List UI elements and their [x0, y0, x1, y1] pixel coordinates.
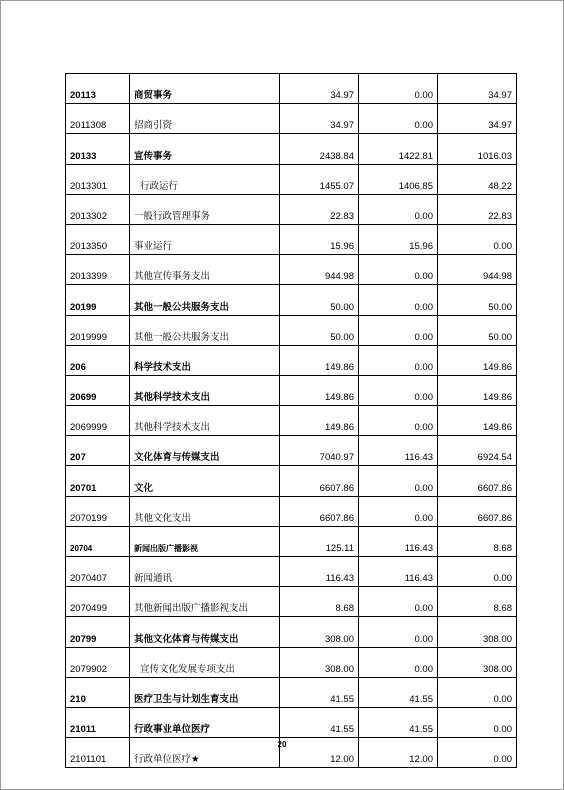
row-total: 12.00 [280, 738, 359, 768]
row-basic: 41.55 [359, 707, 438, 737]
table-row [66, 587, 517, 617]
row-basic: 0.00 [359, 315, 438, 345]
table-row [66, 194, 517, 224]
table-row [66, 707, 517, 737]
row-total: 7040.97 [280, 436, 359, 466]
row-project: 1016.03 [438, 134, 517, 164]
row-code: 2013399 [66, 255, 130, 285]
row-name: 行政运行 [130, 164, 280, 194]
row-name: 宣传文化发展专项支出 [130, 647, 280, 677]
table-row [66, 496, 517, 526]
table-row [66, 375, 517, 405]
table-row [66, 617, 517, 647]
row-total: 41.55 [280, 677, 359, 707]
row-basic: 0.00 [359, 345, 438, 375]
row-code: 2101101 [66, 738, 130, 768]
row-code: 2079902 [66, 647, 130, 677]
row-code: 20113 [66, 74, 130, 104]
budget-table [65, 73, 517, 768]
row-project: 944.98 [438, 255, 517, 285]
row-project: 308.00 [438, 617, 517, 647]
row-total: 34.97 [280, 104, 359, 134]
row-code: 20799 [66, 617, 130, 647]
table-row [66, 164, 517, 194]
row-project: 8.68 [438, 587, 517, 617]
row-project: 149.86 [438, 375, 517, 405]
row-project: 34.97 [438, 104, 517, 134]
table-row [66, 74, 517, 104]
table-row [66, 647, 517, 677]
row-total: 149.86 [280, 345, 359, 375]
row-basic: 0.00 [359, 617, 438, 647]
row-name: 其他宣传事务支出 [130, 255, 280, 285]
row-basic: 1406.85 [359, 164, 438, 194]
row-code: 2070499 [66, 587, 130, 617]
row-name: 宣传事务 [130, 134, 280, 164]
row-basic: 0.00 [359, 647, 438, 677]
row-project: 0.00 [438, 557, 517, 587]
table-row [66, 677, 517, 707]
row-basic: 0.00 [359, 375, 438, 405]
row-project: 22.83 [438, 194, 517, 224]
row-project: 48.22 [438, 164, 517, 194]
row-name: 商贸事务 [130, 74, 280, 104]
table-row [66, 526, 517, 556]
row-basic: 0.00 [359, 104, 438, 134]
row-total: 308.00 [280, 617, 359, 647]
row-code: 20701 [66, 466, 130, 496]
row-basic: 0.00 [359, 285, 438, 315]
table-row [66, 285, 517, 315]
row-name: 事业运行 [130, 224, 280, 254]
row-name: 文化体育与传媒支出 [130, 436, 280, 466]
row-project: 34.97 [438, 74, 517, 104]
row-total: 50.00 [280, 285, 359, 315]
row-name: 行政单位医疗★ [130, 738, 280, 768]
row-code: 2011308 [66, 104, 130, 134]
row-name: 科学技术支出 [130, 345, 280, 375]
row-basic: 116.43 [359, 557, 438, 587]
row-basic: 0.00 [359, 194, 438, 224]
table-row [66, 255, 517, 285]
row-basic: 1422.81 [359, 134, 438, 164]
row-name: 新闻通讯 [130, 557, 280, 587]
row-basic: 12.00 [359, 738, 438, 768]
page-number: 20 [277, 740, 287, 749]
row-code: 2013301 [66, 164, 130, 194]
row-project: 0.00 [438, 707, 517, 737]
row-total: 1455.07 [280, 164, 359, 194]
row-code: 20699 [66, 375, 130, 405]
row-project: 0.00 [438, 677, 517, 707]
table-row [66, 466, 517, 496]
row-name: 其他科学技术支出 [130, 375, 280, 405]
row-total: 149.86 [280, 406, 359, 436]
table-row [66, 345, 517, 375]
row-code: 20199 [66, 285, 130, 315]
row-total: 15.96 [280, 224, 359, 254]
row-total: 116.43 [280, 557, 359, 587]
row-total: 6607.86 [280, 466, 359, 496]
row-code: 210 [66, 677, 130, 707]
row-name: 其他一般公共服务支出 [130, 285, 280, 315]
row-basic: 0.00 [359, 466, 438, 496]
table-row [66, 315, 517, 345]
row-basic: 0.00 [359, 406, 438, 436]
row-code: 2019999 [66, 315, 130, 345]
row-basic: 116.43 [359, 436, 438, 466]
row-total: 50.00 [280, 315, 359, 345]
row-code: 2069999 [66, 406, 130, 436]
row-name: 文化 [130, 466, 280, 496]
row-project: 0.00 [438, 738, 517, 768]
row-code: 2070199 [66, 496, 130, 526]
row-total: 22.83 [280, 194, 359, 224]
row-basic: 0.00 [359, 587, 438, 617]
row-project: 6924.54 [438, 436, 517, 466]
row-name: 其他文化支出 [130, 496, 280, 526]
row-basic: 0.00 [359, 496, 438, 526]
row-code: 2013302 [66, 194, 130, 224]
row-basic: 15.96 [359, 224, 438, 254]
row-project: 50.00 [438, 285, 517, 315]
row-total: 944.98 [280, 255, 359, 285]
row-name: 其他文化体育与传媒支出 [130, 617, 280, 647]
row-total: 2438.84 [280, 134, 359, 164]
table-row [66, 406, 517, 436]
row-name: 一般行政管理事务 [130, 194, 280, 224]
row-project: 50.00 [438, 315, 517, 345]
row-name: 医疗卫生与计划生育支出 [130, 677, 280, 707]
table-row [66, 557, 517, 587]
row-name: 招商引资 [130, 104, 280, 134]
row-code: 20704 [66, 526, 130, 556]
table-row [66, 134, 517, 164]
row-total: 41.55 [280, 707, 359, 737]
row-total: 149.86 [280, 375, 359, 405]
row-name: 新闻出版广播影视 [130, 526, 280, 556]
row-project: 0.00 [438, 224, 517, 254]
row-code: 206 [66, 345, 130, 375]
row-project: 6607.86 [438, 496, 517, 526]
row-project: 8.68 [438, 526, 517, 556]
row-total: 6607.86 [280, 496, 359, 526]
row-code: 20133 [66, 134, 130, 164]
row-basic: 0.00 [359, 74, 438, 104]
row-name: 其他新闻出版广播影视支出 [130, 587, 280, 617]
row-project: 149.86 [438, 406, 517, 436]
row-name: 其他科学技术支出 [130, 406, 280, 436]
table-body [66, 74, 517, 768]
row-name: 行政事业单位医疗 [130, 707, 280, 737]
table-row [66, 224, 517, 254]
row-name: 其他一般公共服务支出 [130, 315, 280, 345]
row-basic: 41.55 [359, 677, 438, 707]
table-row [66, 104, 517, 134]
row-basic: 116.43 [359, 526, 438, 556]
row-basic: 0.00 [359, 255, 438, 285]
row-project: 308.00 [438, 647, 517, 677]
row-code: 21011 [66, 707, 130, 737]
row-code: 2013350 [66, 224, 130, 254]
row-total: 308.00 [280, 647, 359, 677]
row-project: 6607.86 [438, 466, 517, 496]
row-total: 8.68 [280, 587, 359, 617]
row-total: 125.11 [280, 526, 359, 556]
row-code: 2070407 [66, 557, 130, 587]
table-row [66, 436, 517, 466]
row-total: 34.97 [280, 74, 359, 104]
row-code: 207 [66, 436, 130, 466]
row-project: 149.86 [438, 345, 517, 375]
